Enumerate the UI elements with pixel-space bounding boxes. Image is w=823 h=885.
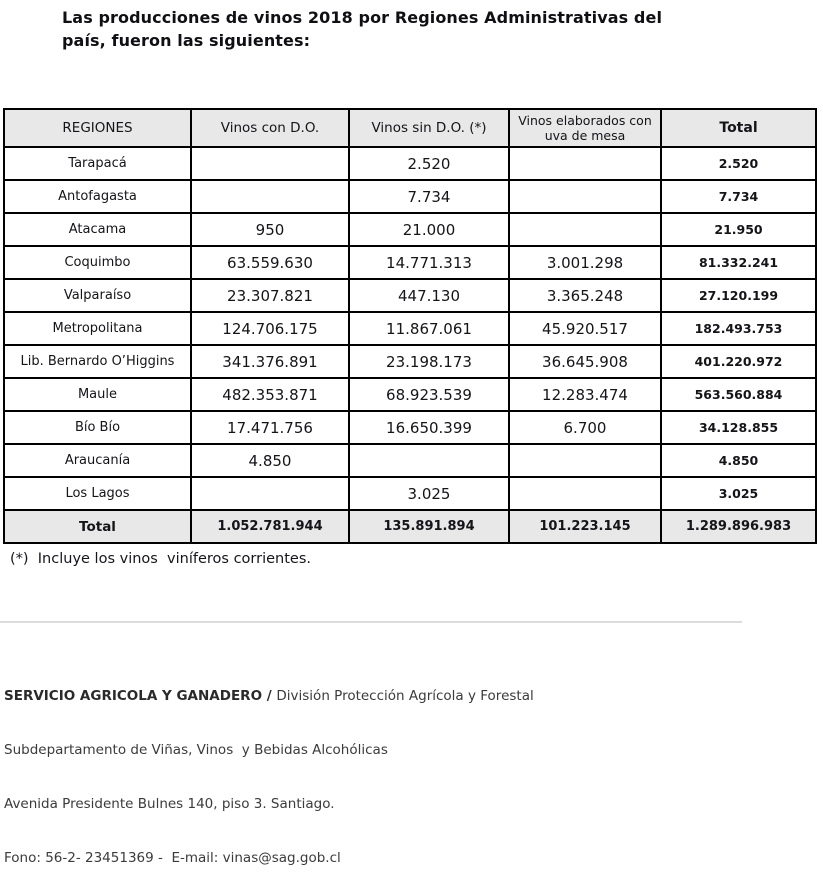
- vinos-con-do-cell: [191, 147, 349, 180]
- region-cell: Lib. Bernardo O’Higgins: [4, 345, 191, 378]
- uva-de-mesa-cell: 3.365.248: [509, 279, 661, 312]
- total-cell: 3.025: [661, 477, 816, 510]
- table-header: [4, 109, 816, 147]
- vinos-sin-do-cell: 16.650.399: [349, 411, 509, 444]
- table-row: [4, 345, 816, 378]
- uva-de-mesa-cell: [509, 147, 661, 180]
- region-cell: Maule: [4, 378, 191, 411]
- total-cell: 27.120.199: [661, 279, 816, 312]
- uva-de-mesa-cell: [509, 477, 661, 510]
- total-row-con-do: 1.052.781.944: [191, 510, 349, 543]
- table-row: [4, 279, 816, 312]
- total-cell: 182.493.753: [661, 312, 816, 345]
- region-cell: Tarapacá: [4, 147, 191, 180]
- table-row: [4, 477, 816, 510]
- vinos-con-do-cell: [191, 477, 349, 510]
- uva-de-mesa-cell: 6.700: [509, 411, 661, 444]
- region-cell: Metropolitana: [4, 312, 191, 345]
- column-header-vinos-con-do: Vinos con D.O.: [191, 109, 349, 147]
- region-cell: Los Lagos: [4, 477, 191, 510]
- footnote: (*) Incluye los vinos viníferos corrientes.: [10, 551, 312, 567]
- table-row: [4, 147, 816, 180]
- total-cell: 4.850: [661, 444, 816, 477]
- table-header-row: [4, 109, 816, 147]
- vinos-con-do-cell: [191, 180, 349, 213]
- vinos-sin-do-cell: 14.771.313: [349, 246, 509, 279]
- region-cell: Araucanía: [4, 444, 191, 477]
- total-row-label: Total: [4, 510, 191, 543]
- total-row-sin-do: 135.891.894: [349, 510, 509, 543]
- region-cell: Bío Bío: [4, 411, 191, 444]
- vinos-sin-do-cell: 11.867.061: [349, 312, 509, 345]
- column-header-regiones: REGIONES: [4, 109, 191, 147]
- table-row: [4, 378, 816, 411]
- total-cell: 7.734: [661, 180, 816, 213]
- total-cell: 401.220.972: [661, 345, 816, 378]
- uva-de-mesa-cell: [509, 180, 661, 213]
- vinos-sin-do-cell: 2.520: [349, 147, 509, 180]
- column-header-uva-de-mesa: Vinos elaborados con uva de mesa: [509, 109, 661, 147]
- table-row: [4, 180, 816, 213]
- total-cell: 2.520: [661, 147, 816, 180]
- vinos-con-do-cell: 23.307.821: [191, 279, 349, 312]
- vinos-sin-do-cell: 3.025: [349, 477, 509, 510]
- footer-department-line: Subdepartamento de Viñas, Vinos y Bebidas Alcohólicas: [4, 742, 388, 758]
- column-header-vinos-sin-do: Vinos sin D.O. (*): [349, 109, 509, 147]
- vinos-con-do-cell: 482.353.871: [191, 378, 349, 411]
- table-body: [4, 147, 816, 510]
- uva-de-mesa-cell: 45.920.517: [509, 312, 661, 345]
- uva-de-mesa-cell: 36.645.908: [509, 345, 661, 378]
- table-row: [4, 246, 816, 279]
- uva-de-mesa-cell: [509, 444, 661, 477]
- footer-org-line: [4, 687, 534, 705]
- vinos-sin-do-cell: 7.734: [349, 180, 509, 213]
- footer-divider-rule: [0, 621, 742, 623]
- total-cell: 34.128.855: [661, 411, 816, 444]
- page-title-line-1: Las producciones de vinos 2018 por Regiones Administrativas del: [62, 8, 663, 27]
- table-footer: [4, 510, 816, 543]
- uva-de-mesa-cell: 3.001.298: [509, 246, 661, 279]
- table-row: [4, 213, 816, 246]
- vinos-sin-do-cell: 68.923.539: [349, 378, 509, 411]
- column-header-total: Total: [661, 109, 816, 147]
- region-cell: Valparaíso: [4, 279, 191, 312]
- total-row-grand-total: 1.289.896.983: [661, 510, 816, 543]
- region-cell: Atacama: [4, 213, 191, 246]
- total-cell: 81.332.241: [661, 246, 816, 279]
- page-title-line-2: país, fueron las siguientes:: [62, 31, 311, 50]
- region-cell: Antofagasta: [4, 180, 191, 213]
- vinos-sin-do-cell: 21.000: [349, 213, 509, 246]
- page-title: [62, 6, 662, 52]
- table-row: [4, 411, 816, 444]
- vinos-con-do-cell: 950: [191, 213, 349, 246]
- vinos-con-do-cell: 124.706.175: [191, 312, 349, 345]
- table-row: [4, 312, 816, 345]
- table-row: [4, 444, 816, 477]
- total-cell: 563.560.884: [661, 378, 816, 411]
- total-row-uva-mesa: 101.223.145: [509, 510, 661, 543]
- footer-contact-line: Fono: 56-2- 23451369 - E-mail: vinas@sag.gob.cl: [4, 850, 341, 866]
- vinos-con-do-cell: 63.559.630: [191, 246, 349, 279]
- table-total-row: [4, 510, 816, 543]
- footer-address-line: Avenida Presidente Bulnes 140, piso 3. Santiago.: [4, 796, 335, 812]
- vinos-con-do-cell: 4.850: [191, 444, 349, 477]
- uva-de-mesa-cell: 12.283.474: [509, 378, 661, 411]
- footer: [4, 651, 534, 885]
- footer-org-name: SERVICIO AGRICOLA Y GANADERO /: [4, 688, 277, 704]
- vinos-sin-do-cell: 447.130: [349, 279, 509, 312]
- vinos-con-do-cell: 341.376.891: [191, 345, 349, 378]
- footer-org-division: División Protección Agrícola y Forestal: [276, 688, 534, 704]
- region-cell: Coquimbo: [4, 246, 191, 279]
- vinos-sin-do-cell: [349, 444, 509, 477]
- uva-de-mesa-cell: [509, 213, 661, 246]
- total-cell: 21.950: [661, 213, 816, 246]
- vinos-sin-do-cell: 23.198.173: [349, 345, 509, 378]
- vinos-con-do-cell: 17.471.756: [191, 411, 349, 444]
- wine-production-table: [3, 108, 817, 544]
